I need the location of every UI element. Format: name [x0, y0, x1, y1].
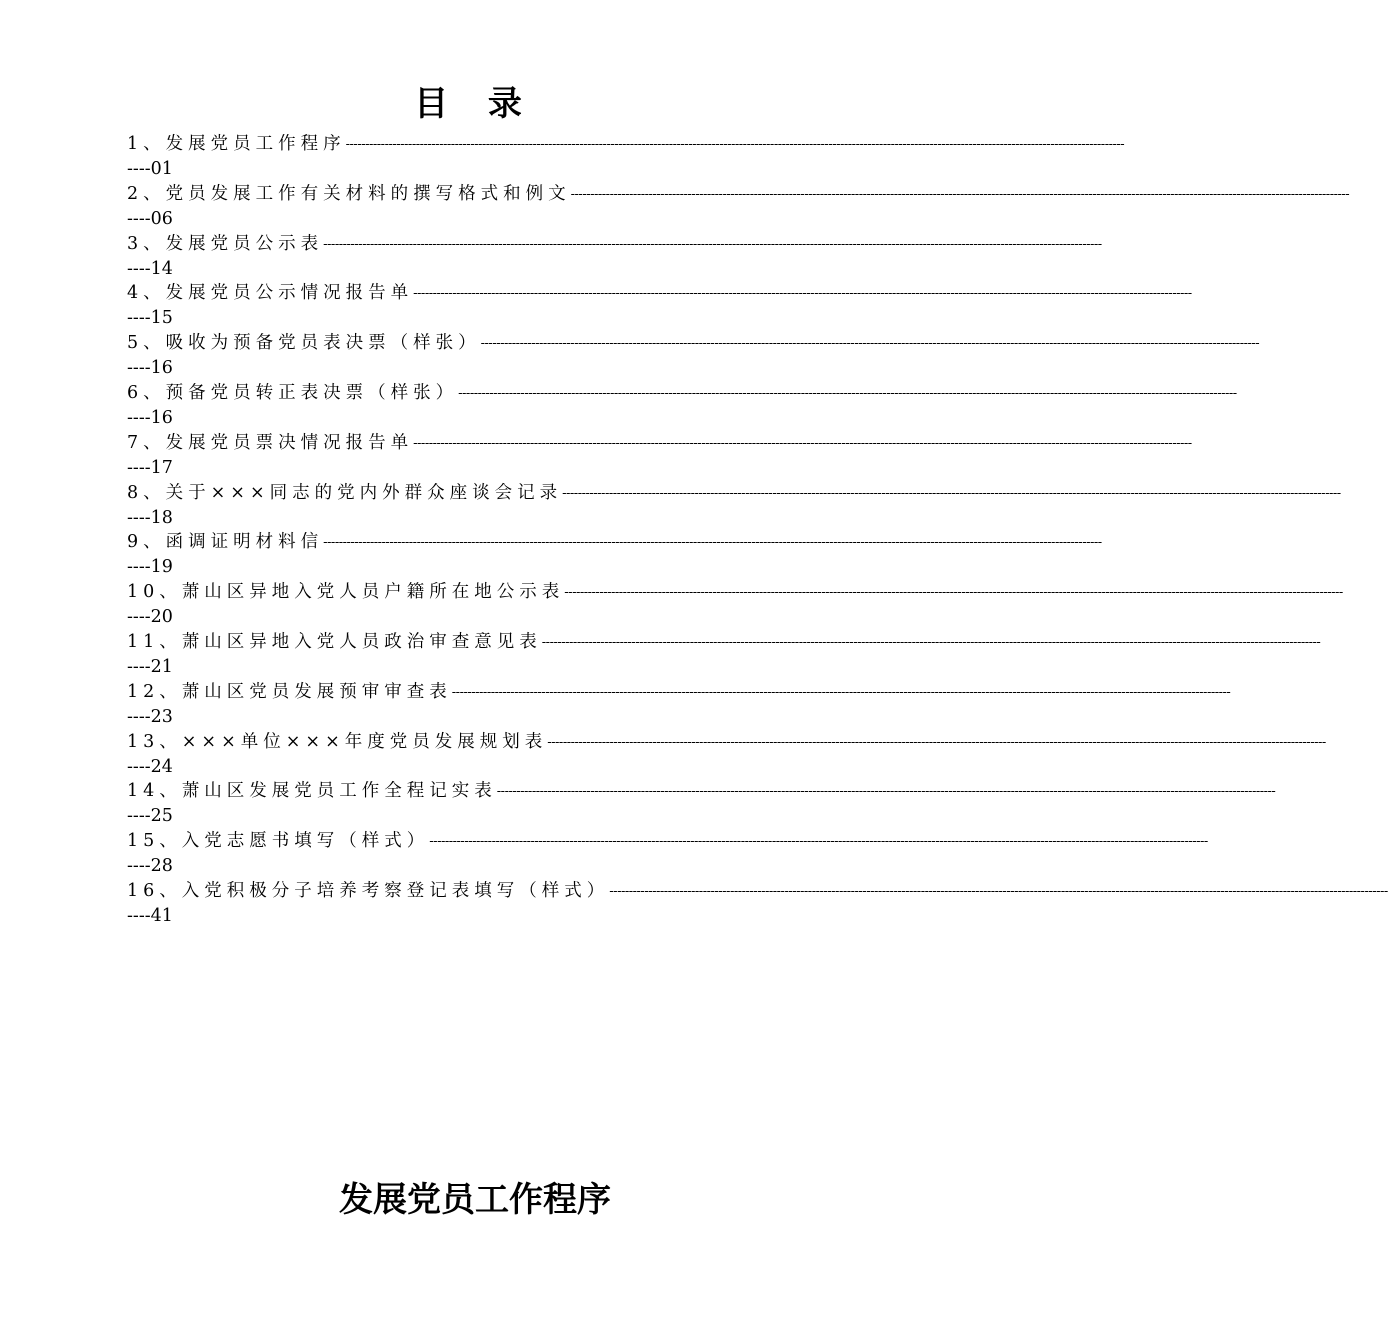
- toc-entry-label: 7、发展党员票决情况报告单: [127, 432, 414, 453]
- toc-entry-label: 11、萧山区异地入党人员政治审查意见表: [127, 631, 542, 652]
- toc-entry-line: [127, 530, 1102, 555]
- toc-entry-line: [127, 879, 1388, 904]
- toc-entry[interactable]: [127, 381, 1237, 431]
- toc-entry[interactable]: [127, 630, 1321, 680]
- toc-entry[interactable]: [127, 680, 1231, 730]
- toc-entry-label: 14、萧山区发展党员工作全程记实表: [127, 781, 497, 802]
- toc-leader-dots: --------------------------------------------------------------------------------------------------------------------------------------------------------------------------------------------------------: [496, 784, 1276, 800]
- toc-leader-dots: --------------------------------------------------------------------------------------------------------------------------------------------------------------------------------------------------------: [609, 883, 1388, 899]
- toc-entry-line: [127, 381, 1237, 406]
- toc-leader-dots: --------------------------------------------------------------------------------------------------------------------------------------------------------------------------------------------------------: [413, 435, 1192, 451]
- toc-entry[interactable]: [127, 730, 1326, 780]
- toc-leader-dots: --------------------------------------------------------------------------------------------------------------------------------------------------------------------------------------------------------: [413, 286, 1192, 302]
- toc-leader-dots: --------------------------------------------------------------------------------------------------------------------------------------------------------------------------------------------------------: [345, 137, 1125, 152]
- toc-leader-dots: --------------------------------------------------------------------------------------------------------------------------------------------------------------------------------------------------------: [570, 186, 1350, 202]
- toc-leader-dots: --------------------------------------------------------------------------------------------------------------------------------------------------------------------------------------------------------: [547, 734, 1326, 750]
- toc-entry[interactable]: [127, 132, 1125, 182]
- toc-entry[interactable]: [127, 232, 1102, 282]
- toc-entry[interactable]: [127, 530, 1102, 580]
- toc-entry-label: 12、萧山区党员发展预审审查表: [127, 681, 452, 702]
- toc-entry-line: [127, 680, 1231, 705]
- toc-entry-line: [127, 232, 1102, 257]
- toc-entry-page: ----18: [127, 507, 173, 528]
- toc-leader-dots: --------------------------------------------------------------------------------------------------------------------------------------------------------------------------------------------------------: [562, 485, 1341, 501]
- toc-leader-dots: --------------------------------------------------------------------------------------------------------------------------------------------------------------------------------------------------------: [564, 585, 1343, 601]
- toc-entry-page: ----24: [127, 756, 173, 777]
- toc-entry-page: ----28: [127, 856, 173, 877]
- toc-entry-label: 9、函调证明材料信: [127, 532, 324, 553]
- toc-entry[interactable]: [127, 182, 1350, 232]
- toc-entry-label: 2、党员发展工作有关材料的撰写格式和例文: [127, 183, 571, 204]
- toc-entry-label: 6、预备党员转正表决票（样张）: [127, 382, 459, 403]
- toc-leader-dots: --------------------------------------------------------------------------------------------------------------------------------------------------------------------------------------------------------: [323, 236, 1102, 252]
- toc-entry-page: ----15: [127, 308, 173, 329]
- toc-list: [127, 132, 1388, 929]
- toc-entry-page: ----41: [127, 905, 173, 926]
- toc-leader-dots: --------------------------------------------------------------------------------------------------------------------------------------------------------------------------------------------------------: [429, 834, 1208, 850]
- toc-entry-label: 4、发展党员公示情况报告单: [127, 283, 414, 304]
- toc-entry-line: [127, 132, 1125, 157]
- toc-entry-page: ----20: [127, 607, 173, 628]
- toc-entry[interactable]: [127, 829, 1208, 879]
- toc-entry[interactable]: [127, 281, 1192, 331]
- toc-leader-dots: --------------------------------------------------------------------------------------------------------------------------------------------------------------------------------------------------------: [323, 535, 1102, 551]
- toc-entry-label: 10、萧山区异地入党人员户籍所在地公示表: [127, 582, 565, 603]
- toc-entry-label: 13、×××单位×××年度党员发展规划表: [127, 731, 548, 752]
- toc-entry[interactable]: [127, 580, 1343, 630]
- toc-entry-page: ----19: [127, 557, 173, 578]
- toc-entry-label: 15、入党志愿书填写（样式）: [127, 831, 430, 852]
- toc-entry-line: [127, 331, 1260, 356]
- toc-entry-line: [127, 829, 1208, 854]
- toc-entry-page: ----25: [127, 806, 173, 827]
- toc-entry-page: ----16: [127, 358, 173, 379]
- toc-entry-label: 5、吸收为预备党员表决票（样张）: [127, 333, 481, 354]
- toc-leader-dots: --------------------------------------------------------------------------------------------------------------------------------------------------------------------------------------------------------: [451, 684, 1231, 700]
- section-title: 发展党员工作程序: [339, 1180, 611, 1220]
- toc-entry-line: [127, 580, 1343, 605]
- toc-entry[interactable]: [127, 331, 1260, 381]
- toc-entry-line: [127, 779, 1276, 804]
- toc-entry-page: ----16: [127, 407, 173, 428]
- toc-entry-page: ----21: [127, 656, 173, 677]
- toc-leader-dots: --------------------------------------------------------------------------------------------------------------------------------------------------------------------------------------------------------: [458, 385, 1237, 401]
- toc-entry[interactable]: [127, 779, 1276, 829]
- toc-title: 目 录: [414, 84, 536, 124]
- toc-entry-page: ----17: [127, 457, 173, 478]
- toc-entry[interactable]: [127, 879, 1388, 929]
- toc-entry-line: [127, 630, 1321, 655]
- toc-entry-label: 8、关于×××同志的党内外群众座谈会记录: [127, 482, 563, 503]
- toc-entry-page: ----01: [127, 159, 173, 179]
- toc-entry-page: ----23: [127, 706, 173, 727]
- toc-leader-dots: --------------------------------------------------------------------------------------------------------------------------------------------------------------------------------------------------------: [541, 634, 1321, 650]
- toc-leader-dots: --------------------------------------------------------------------------------------------------------------------------------------------------------------------------------------------------------: [480, 336, 1260, 352]
- toc-entry-line: [127, 730, 1326, 755]
- toc-entry[interactable]: [127, 481, 1341, 531]
- toc-entry-page: ----14: [127, 258, 173, 279]
- toc-entry-page: ----06: [127, 208, 173, 229]
- toc-entry[interactable]: [127, 431, 1192, 481]
- toc-entry-label: 3、发展党员公示表: [127, 233, 324, 254]
- toc-entry-line: [127, 481, 1341, 506]
- toc-entry-label: 1、发展党员工作程序: [127, 134, 346, 154]
- toc-entry-line: [127, 182, 1350, 207]
- toc-entry-line: [127, 281, 1192, 306]
- toc-entry-label: 16、入党积极分子培养考察登记表填写（样式）: [127, 880, 610, 901]
- toc-entry-line: [127, 431, 1192, 456]
